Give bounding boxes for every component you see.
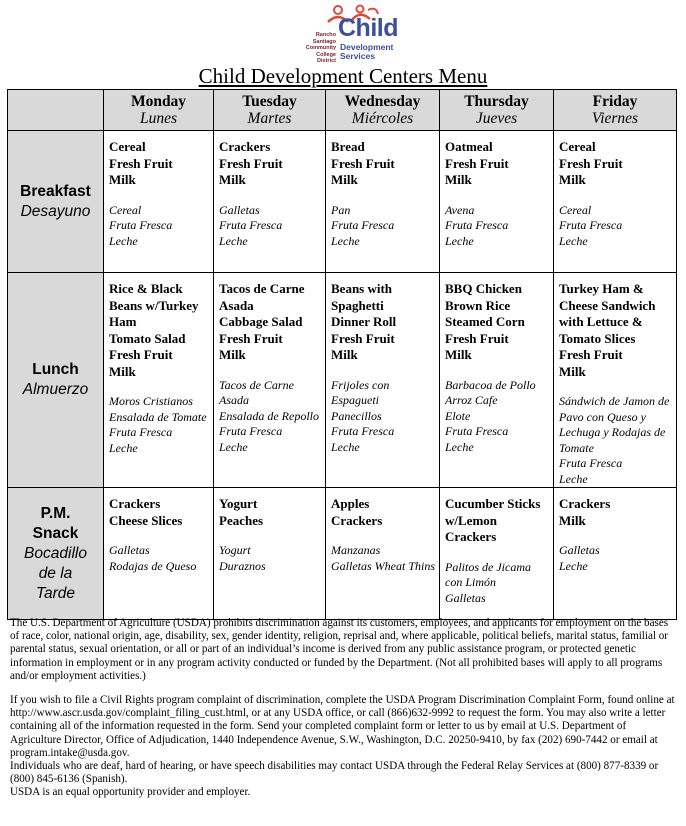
menu-item-spanish: Fruta Fresca	[331, 218, 395, 232]
complaint-paragraph: If you wish to file a Civil Rights program complaint of discrimination, complete the USDA Program Discrimination Complaint Form, found online at http://www.ascr.usda.gov/complaint_filing_cust.html, or at any USDA office, or call (866)632-9992 to request the form. You may also write a letter containing all of the information requested in the form. Send your completed complaint form or letter to us by email at U.S. Department of Agriculture Director, Office of Adjudication, 1440 Independence Avenue, S.W., Washington, D.C. 20250-9410, by fax (202) 690-7442 or email at program.intake@usda.gov.	[10, 694, 675, 759]
menu-item-spanish: Fruta Fresca	[445, 218, 509, 232]
language-spacer	[559, 380, 672, 394]
language-spacer	[331, 364, 435, 378]
menu-item-spanish: Barbacoa de Pollo	[445, 377, 536, 392]
menu-item-english: Fresh Fruit	[331, 330, 395, 346]
menu-item-english: Beans with Spaghetti	[331, 281, 393, 313]
menu-item-english: Apples	[331, 496, 370, 511]
college-district-name: Rancho Santiago Community College District	[305, 32, 336, 64]
language-spacer	[219, 364, 321, 378]
meal-label-lunch: Lunch Almuerzo	[8, 273, 104, 488]
meal-label-pm-snack: P.M. Snack Bocadillo de la Tarde	[8, 488, 104, 620]
menu-item-english: Fresh Fruit	[331, 155, 395, 171]
relay-paragraph: Individuals who are deaf, hard of hearing, or have speech disabilities may contact USDA through the Federal Relay Services at (800) 877-8339 or (800) 845-6136 (Spanish).	[10, 760, 659, 786]
menu-item-english: Crackers	[109, 496, 161, 511]
menu-item-english: Cheese Slices	[109, 512, 183, 528]
language-spacer	[559, 189, 672, 203]
menu-item-english: Milk	[331, 347, 358, 362]
menu-item-english: Milk	[445, 347, 472, 362]
menu-item-english: Fresh Fruit	[109, 347, 173, 362]
menu-item-english: Steamed Corn	[445, 314, 525, 329]
menu-item-spanish: Pan	[331, 202, 351, 217]
menu-item-english: Milk	[445, 172, 472, 187]
language-spacer	[219, 529, 321, 543]
menu-item-spanish: Duraznos	[219, 558, 266, 573]
menu-item-spanish: Galletas	[109, 543, 150, 557]
menu-item-english: Milk	[219, 172, 246, 187]
language-spacer	[445, 364, 549, 378]
menu-item-english: Cucumber Sticks w/Lemon	[445, 496, 541, 528]
menu-cell	[326, 273, 440, 488]
menu-item-spanish: Galletas	[445, 590, 486, 605]
day-header-friday: Friday Viernes	[554, 90, 677, 131]
menu-item-spanish: Sándwich de Jamon de Pavo con Queso y Lechuga y Rodajas de Tomate	[559, 394, 670, 455]
menu-item-english: Milk	[331, 172, 358, 187]
language-spacer	[219, 189, 321, 203]
menu-item-spanish: Cereal	[559, 202, 592, 217]
menu-item-english: Brown Rice	[445, 297, 511, 313]
menu-item-english: Bread	[331, 139, 365, 154]
menu-item-spanish: Leche	[219, 233, 248, 248]
menu-item-spanish: Leche	[331, 233, 360, 248]
child-development-logo	[284, 4, 404, 64]
menu-item-english: Fresh Fruit	[559, 347, 623, 362]
menu-item-spanish: Galletas	[559, 543, 600, 557]
menu-item-english: Fresh Fruit	[445, 330, 509, 346]
menu-item-english: Yogurt	[219, 496, 258, 511]
menu-item-spanish: Arroz Cafe	[445, 393, 498, 407]
menu-item-spanish: Ensalada de Tomate	[109, 409, 207, 424]
menu-item-english: Turkey Ham & Cheese Sandwich with Lettuce & Tomato Slices	[559, 281, 656, 346]
menu-cell	[554, 488, 677, 620]
menu-item-spanish: Elote	[445, 408, 471, 423]
menu-item-spanish: Tacos de Carne Asada	[219, 377, 294, 407]
menu-item-spanish: Fruta Fresca	[109, 425, 173, 439]
menu-item-english: Cereal	[109, 139, 146, 154]
menu-item-english: Rice & Black Beans w/Turkey Ham	[109, 281, 199, 329]
menu-item-spanish: Leche	[109, 440, 138, 455]
menu-item-spanish: Leche	[331, 439, 360, 454]
menu-item-spanish: Fruta Fresca	[559, 456, 623, 470]
menu-item-english: Oatmeal	[445, 139, 493, 154]
menu-item-english: Milk	[559, 512, 586, 528]
language-spacer	[109, 529, 209, 543]
language-spacer	[109, 380, 209, 394]
language-spacer	[109, 189, 209, 203]
menu-item-spanish: Galletas Wheat Thins	[331, 558, 435, 573]
menu-item-english: Milk	[219, 347, 246, 362]
menu-item-spanish: Manzanas	[331, 543, 381, 557]
lunch-row	[8, 273, 677, 488]
menu-cell	[554, 131, 677, 273]
menu-item-english: Cereal	[559, 139, 596, 154]
menu-cell	[104, 273, 214, 488]
menu-cell	[326, 131, 440, 273]
menu-item-spanish: Galletas	[219, 202, 260, 217]
menu-item-english: Crackers	[559, 496, 611, 511]
menu-item-english: Dinner Roll	[331, 314, 397, 329]
menu-item-spanish: Panecillos	[331, 408, 382, 423]
pm-snack-row	[8, 488, 677, 620]
menu-cell	[554, 273, 677, 488]
menu-item-english: Milk	[559, 363, 586, 379]
menu-item-english: Tomato Salad	[109, 330, 186, 346]
menu-item-english: Cabbage Salad	[219, 314, 303, 329]
menu-item-spanish: Fruta Fresca	[559, 218, 623, 232]
menu-item-english: Fresh Fruit	[219, 330, 283, 346]
menu-item-english: Fresh Fruit	[445, 155, 509, 171]
meal-label-breakfast: Breakfast Desayuno	[8, 131, 104, 273]
menu-item-spanish: Leche	[445, 439, 474, 454]
menu-item-spanish: Moros Cristianos	[109, 394, 193, 408]
menu-item-spanish: Leche	[109, 233, 138, 248]
menu-item-spanish: Fruta Fresca	[445, 424, 509, 438]
language-spacer	[559, 529, 672, 543]
menu-item-english: Milk	[559, 172, 586, 187]
menu-cell	[104, 131, 214, 273]
menu-item-english: Peaches	[219, 512, 264, 528]
menu-item-english: Fresh Fruit	[109, 155, 173, 171]
menu-item-spanish: Fruta Fresca	[219, 424, 283, 438]
menu-item-english: Milk	[109, 172, 136, 187]
menu-item-english: Tacos de Carne Asada	[219, 281, 305, 313]
menu-cell	[214, 273, 326, 488]
menu-item-spanish: Cereal	[109, 202, 142, 217]
menu-item-spanish: Fruta Fresca	[109, 218, 173, 232]
menu-item-english: Crackers	[445, 529, 497, 544]
equal-opportunity-line: USDA is an equal opportunity provider and employer.	[10, 786, 251, 799]
menu-item-spanish: Leche	[559, 558, 588, 573]
menu-item-english: Crackers	[331, 512, 383, 528]
language-spacer	[445, 546, 549, 560]
menu-item-spanish: Leche	[559, 471, 588, 486]
menu-cell	[214, 131, 326, 273]
breakfast-row	[8, 131, 677, 273]
day-header-monday: Monday Lunes	[104, 90, 214, 131]
menu-item-spanish: Rodajas de Queso	[109, 558, 197, 573]
menu-cell	[440, 488, 554, 620]
menu-cell	[104, 488, 214, 620]
menu-cell	[440, 273, 554, 488]
menu-item-spanish: Leche	[219, 439, 248, 454]
language-spacer	[331, 529, 435, 543]
menu-item-spanish: Yogurt	[219, 543, 251, 557]
menu-item-english: Fresh Fruit	[559, 155, 623, 171]
menu-item-english: Crackers	[219, 139, 271, 154]
menu-item-english: Fresh Fruit	[219, 155, 283, 171]
menu-item-spanish: Fruta Fresca	[219, 218, 283, 232]
day-header-thursday: Thursday Jueves	[440, 90, 554, 131]
language-spacer	[445, 189, 549, 203]
page-title: Child Development Centers Menu	[198, 64, 488, 88]
menu-item-english: BBQ Chicken	[445, 281, 522, 296]
menu-cell	[440, 131, 554, 273]
statement-paragraph: The U.S. Department of Agriculture (USDA) prohibits discrimination against its customers, employees, and applicants for employment on the bases of race, color, national origin, age, disability, sex, gender identity, religion, reprisal and, where applicable, political beliefs, marital status, familial or parental status, sexual orientation, or all or part of an individual’s income is derived from any public assistance program, or protected genetic information in employment or in any program activity conducted or funded by the Department. (Not all prohibited bases will apply to all programs and/or employment activities.)	[10, 617, 669, 682]
menu-item-spanish: Palitos de Jicama con Limón	[445, 559, 531, 589]
menu-item-spanish: Leche	[445, 233, 474, 248]
menu-item-spanish: Fruta Fresca	[331, 424, 395, 438]
menu-item-spanish: Ensalada de Repollo	[219, 408, 319, 423]
day-header-tuesday: Tuesday Martes	[214, 90, 326, 131]
menu-item-english: Milk	[109, 363, 136, 379]
day-header-wednesday: Wednesday Miércoles	[326, 90, 440, 131]
logo-subtitle: Development Services	[340, 42, 394, 61]
menu-item-spanish: Avena	[445, 202, 475, 217]
day-header-row	[8, 90, 677, 131]
menu-cell	[214, 488, 326, 620]
logo-wordmark: Child	[338, 14, 398, 42]
menu-item-spanish: Leche	[559, 233, 588, 248]
usda-nondiscrimination-statement	[10, 617, 676, 800]
menu-table	[7, 89, 677, 620]
language-spacer	[331, 189, 435, 203]
menu-item-spanish: Frijoles con Espagueti	[331, 377, 390, 407]
corner-cell	[8, 90, 104, 131]
menu-cell	[326, 488, 440, 620]
